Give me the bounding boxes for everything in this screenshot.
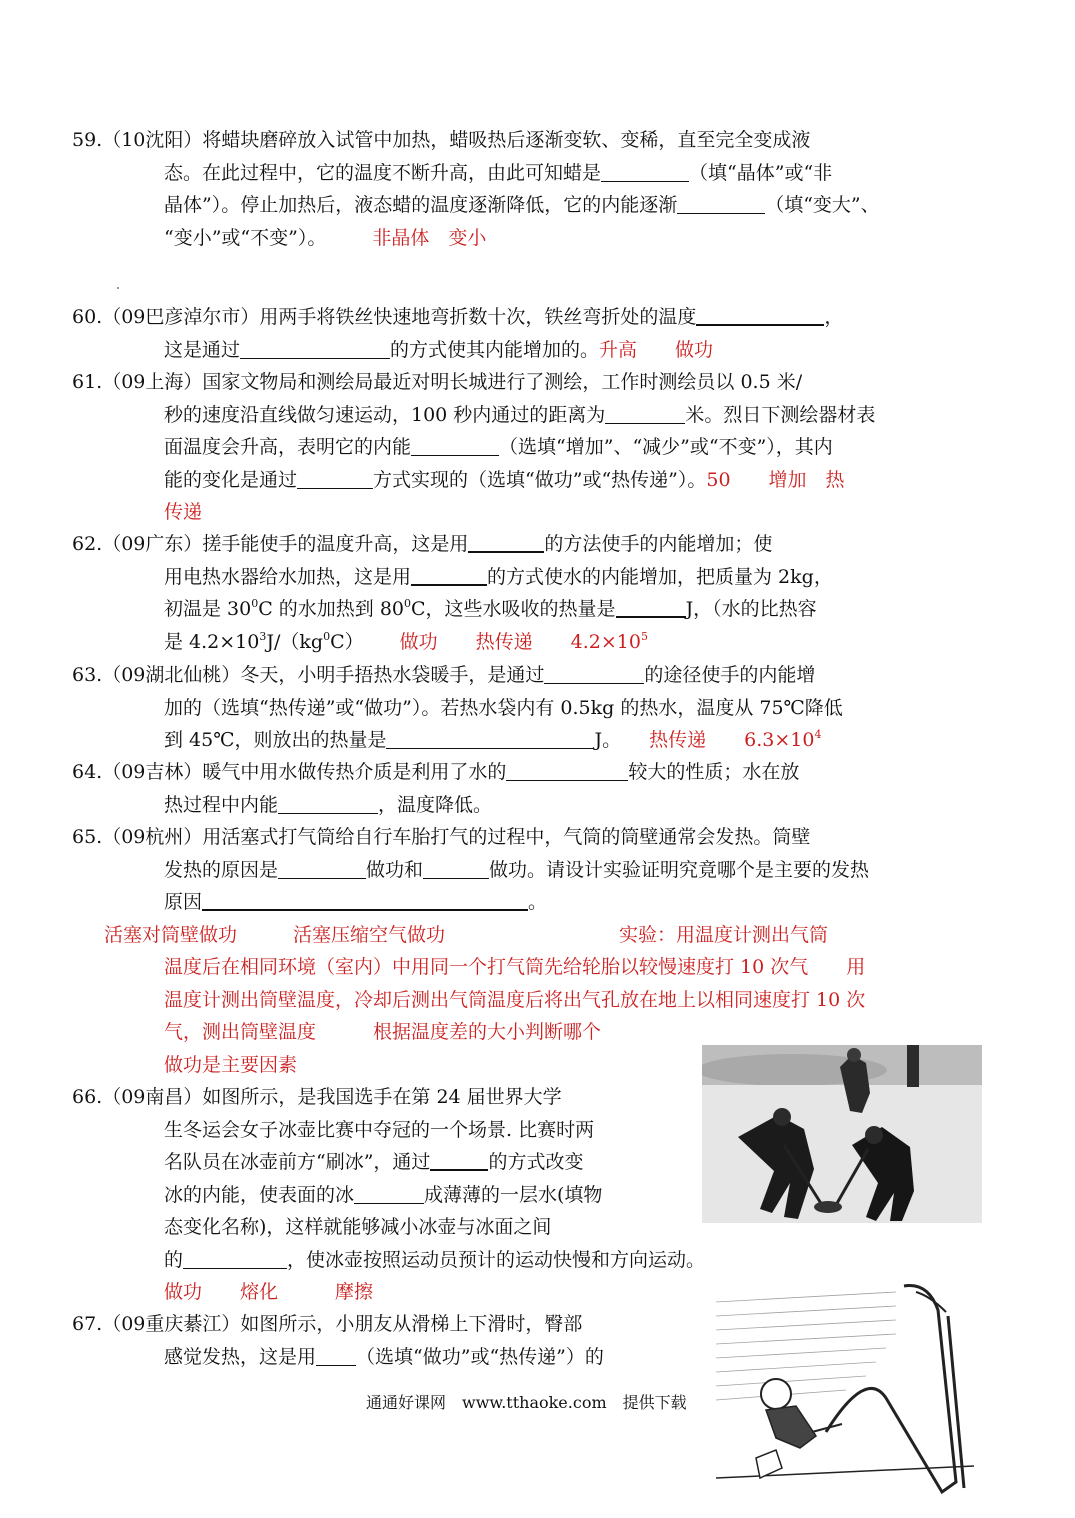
answer-text: 温度计测出筒壁温度，冷却后测出气筒温度后将出气孔放在地上以相同速度打 10 次 <box>164 988 866 1011</box>
answer-blank[interactable] <box>506 761 628 781</box>
question-text: 的方法使手的内能增加；使 <box>544 533 773 555</box>
question-text: 较大的性质；水在放 <box>628 761 800 783</box>
question-text: C，这些水吸收的热量是 <box>411 598 616 620</box>
question-text: 做功。请设计实验证明究竟哪个是主要的发热 <box>489 858 870 881</box>
answer-text: 50 增加 热 <box>706 468 845 491</box>
answer-blank[interactable] <box>616 597 686 618</box>
question-source: （09吉林） <box>102 761 203 783</box>
question-text: 做功和 <box>366 858 424 881</box>
question-text: 用两手将铁丝快速地弯折数十次，铁丝弯折处的温度 <box>259 306 697 328</box>
answer-blank[interactable] <box>468 532 544 553</box>
question-source: （09广东） <box>102 533 203 555</box>
curling-photo <box>702 1045 982 1223</box>
answer-text: 温度后在相同环境（室内）中用同一个打气筒先给轮胎以较慢速度打 10 次气 用 <box>164 956 866 978</box>
answer-blank[interactable] <box>278 794 378 814</box>
question-text: 秒的速度沿直线做匀速运动，100 秒内通过的距离为 <box>164 403 606 426</box>
answer-blank[interactable] <box>386 729 594 749</box>
question-65 <box>72 821 870 1081</box>
answer-blank[interactable] <box>605 404 685 424</box>
question-number: 65. <box>72 826 103 848</box>
question-text: 的方式使水的内能增加，把质量为 2kg， <box>487 565 833 588</box>
question-text: （选填“增加”、“减少”或“不变”），其内 <box>499 436 833 458</box>
question-text: （选填“做功”或“热传递”）的 <box>356 1345 604 1368</box>
question-text: “变小”或“不变”）。 <box>164 226 327 249</box>
question-63 <box>72 659 843 757</box>
question-number: 66. <box>72 1086 103 1108</box>
question-text: 感觉发热，这是用 <box>164 1345 317 1368</box>
question-text: 的 <box>164 1248 184 1271</box>
question-text: J。 <box>594 729 622 751</box>
exponent-superscript: 5 <box>640 629 648 643</box>
answer-blank[interactable] <box>601 162 689 182</box>
exponent-superscript: 3 <box>259 629 267 643</box>
question-text: 成薄薄的一层水(填物 <box>424 1183 603 1206</box>
question-text: （填“变大”、 <box>765 194 880 216</box>
slide-cartoon <box>716 1282 974 1502</box>
answer-text: 做功 熔化 摩擦 <box>164 1281 374 1303</box>
question-text: 加的（选填“热传递”或“做功”）。若热水袋内有 0.5kg 的热水，温度从 75℃降低 <box>164 696 843 719</box>
question-text: （填“晶体”或“非 <box>689 161 833 184</box>
question-number: 60. <box>72 306 103 328</box>
answer-blank[interactable] <box>677 194 765 214</box>
question-text: 热过程中内能 <box>164 793 279 816</box>
question-number: 62. <box>72 533 103 555</box>
answer-blank[interactable] <box>183 1249 287 1269</box>
answer-text: 做功 热传递 4.2×10 <box>399 630 641 653</box>
question-text: C 的水加热到 80 <box>258 598 405 620</box>
answer-text: 非晶体 变小 <box>372 226 487 249</box>
question-text: 将蜡块磨碎放入试管中加热，蜡吸热后逐渐变软、变稀，直至完全变成液 <box>202 129 811 151</box>
question-text: 原因 <box>164 891 203 913</box>
question-text: 国家文物局和测绘局最近对明长城进行了测绘，工作时测绘员以 0.5 米/ <box>202 371 803 393</box>
question-text: 搓手能使手的温度升高，这是用 <box>202 533 469 555</box>
question-text: C） <box>330 630 364 653</box>
answer-blank[interactable] <box>411 565 487 586</box>
question-source: （10沈阳） <box>102 129 203 151</box>
exponent-superscript: 4 <box>814 728 822 741</box>
question-source: （09巴彦淖尔市） <box>102 306 260 328</box>
question-text: 用活塞式打气筒给自行车胎打气的过程中，气筒的筒壁通常会发热。筒壁 <box>202 826 811 848</box>
question-text: 。 <box>528 891 548 913</box>
question-source: （09杭州） <box>102 826 203 848</box>
question-66 <box>72 1081 706 1309</box>
question-text: ， <box>824 306 844 328</box>
answer-blank[interactable] <box>411 436 499 456</box>
answer-blank[interactable] <box>316 1346 356 1366</box>
question-text: 态变化名称)，这样就能够减小冰壶与冰面之间 <box>164 1216 552 1238</box>
answer-blank[interactable] <box>696 305 824 326</box>
question-text: 发热的原因是 <box>164 858 279 881</box>
question-source: （09上海） <box>102 371 203 393</box>
answer-text: 做功是主要因素 <box>164 1053 298 1076</box>
question-67 <box>72 1308 604 1373</box>
answer-blank[interactable] <box>278 859 366 879</box>
question-number: 59. <box>72 129 103 151</box>
question-text: 暖气中用水做传热介质是利用了水的 <box>202 761 507 783</box>
question-source: （09湖北仙桃） <box>102 664 241 686</box>
answer-text: 升高 做功 <box>599 338 714 361</box>
degree-superscript: 0 <box>251 597 259 610</box>
question-text: 面温度会升高，表明它的内能 <box>164 436 412 458</box>
answer-text: 活塞对筒壁做功 <box>104 923 238 946</box>
question-number: 64. <box>72 761 103 783</box>
question-text: 名队员在冰壶前方“刷冰”，通过 <box>164 1151 431 1173</box>
question-text: 到 45℃，则放出的热量是 <box>164 729 387 751</box>
question-text: 如图所示，是我国选手在第 24 届世界大学 <box>202 1086 562 1108</box>
question-text: 晶体”）。停止加热后，液态蜡的温度逐渐降低，它的内能逐渐 <box>164 194 678 216</box>
question-61 <box>72 366 876 529</box>
answer-text: 活塞压缩空气做功 <box>293 923 446 946</box>
question-text: 的方式改变 <box>488 1151 584 1173</box>
question-text: ，使冰壶按照运动员预计的运动快慢和方向运动。 <box>287 1248 706 1271</box>
answer-text: 实验：用温度计测出气筒 <box>619 923 829 946</box>
question-text: 的方式使其内能增加的。 <box>390 338 600 361</box>
question-text: 米。烈日下测绘器材表 <box>685 403 876 426</box>
question-number: 61. <box>72 371 103 393</box>
page-footer: 通通好课网 www.tthaoke.com 提供下载 <box>366 1393 687 1412</box>
question-text: 态。在此过程中，它的温度不断升高，由此可知蜡是 <box>164 161 602 184</box>
answer-text: 热传递 6.3×10 <box>649 729 815 751</box>
question-text: 初温是 30 <box>164 598 252 620</box>
question-62 <box>72 528 833 658</box>
question-text: ，温度降低。 <box>378 793 493 816</box>
question-text: 生冬运会女子冰壶比赛中夺冠的一个场景. 比赛时两 <box>164 1118 595 1141</box>
question-text: 如图所示，小朋友从滑梯上下滑时，臀部 <box>240 1313 583 1335</box>
answer-blank[interactable] <box>423 859 489 879</box>
question-60 <box>72 301 844 366</box>
question-number: 63. <box>72 664 103 686</box>
answer-text: 气，测出筒壁温度 根据温度差的大小判断哪个 <box>164 1021 602 1043</box>
question-text: 这是通过 <box>164 338 241 361</box>
answer-blank[interactable] <box>354 1184 424 1204</box>
question-59 <box>72 124 880 254</box>
question-source: （09南昌） <box>102 1086 203 1108</box>
stray-dot <box>117 287 119 289</box>
question-text: 方式实现的（选填“做功”或“热传递”）。 <box>373 468 707 491</box>
question-text: 用电热水器给水加热，这是用 <box>164 565 412 588</box>
answer-text: 传递 <box>164 501 203 523</box>
question-source: （09重庆綦江） <box>102 1313 241 1335</box>
question-64 <box>72 756 800 821</box>
question-text: 能的变化是通过 <box>164 468 298 491</box>
answer-blank[interactable] <box>297 469 373 489</box>
answer-blank[interactable] <box>544 664 644 684</box>
question-text: J/（kg <box>266 630 324 653</box>
question-number: 67. <box>72 1313 103 1335</box>
question-text: 是 4.2×10 <box>164 630 260 653</box>
question-text: 冬天，小明手捂热水袋暖手，是通过 <box>240 664 545 686</box>
degree-superscript: 0 <box>404 597 412 610</box>
question-text: J，（水的比热容 <box>685 598 817 620</box>
question-text: 冰的内能，使表面的冰 <box>164 1183 355 1206</box>
question-text: 的途径使手的内能增 <box>644 664 816 686</box>
answer-blank[interactable] <box>202 890 528 911</box>
answer-blank[interactable] <box>430 1150 488 1171</box>
degree-superscript: 0 <box>323 629 331 643</box>
answer-blank[interactable] <box>240 339 390 359</box>
